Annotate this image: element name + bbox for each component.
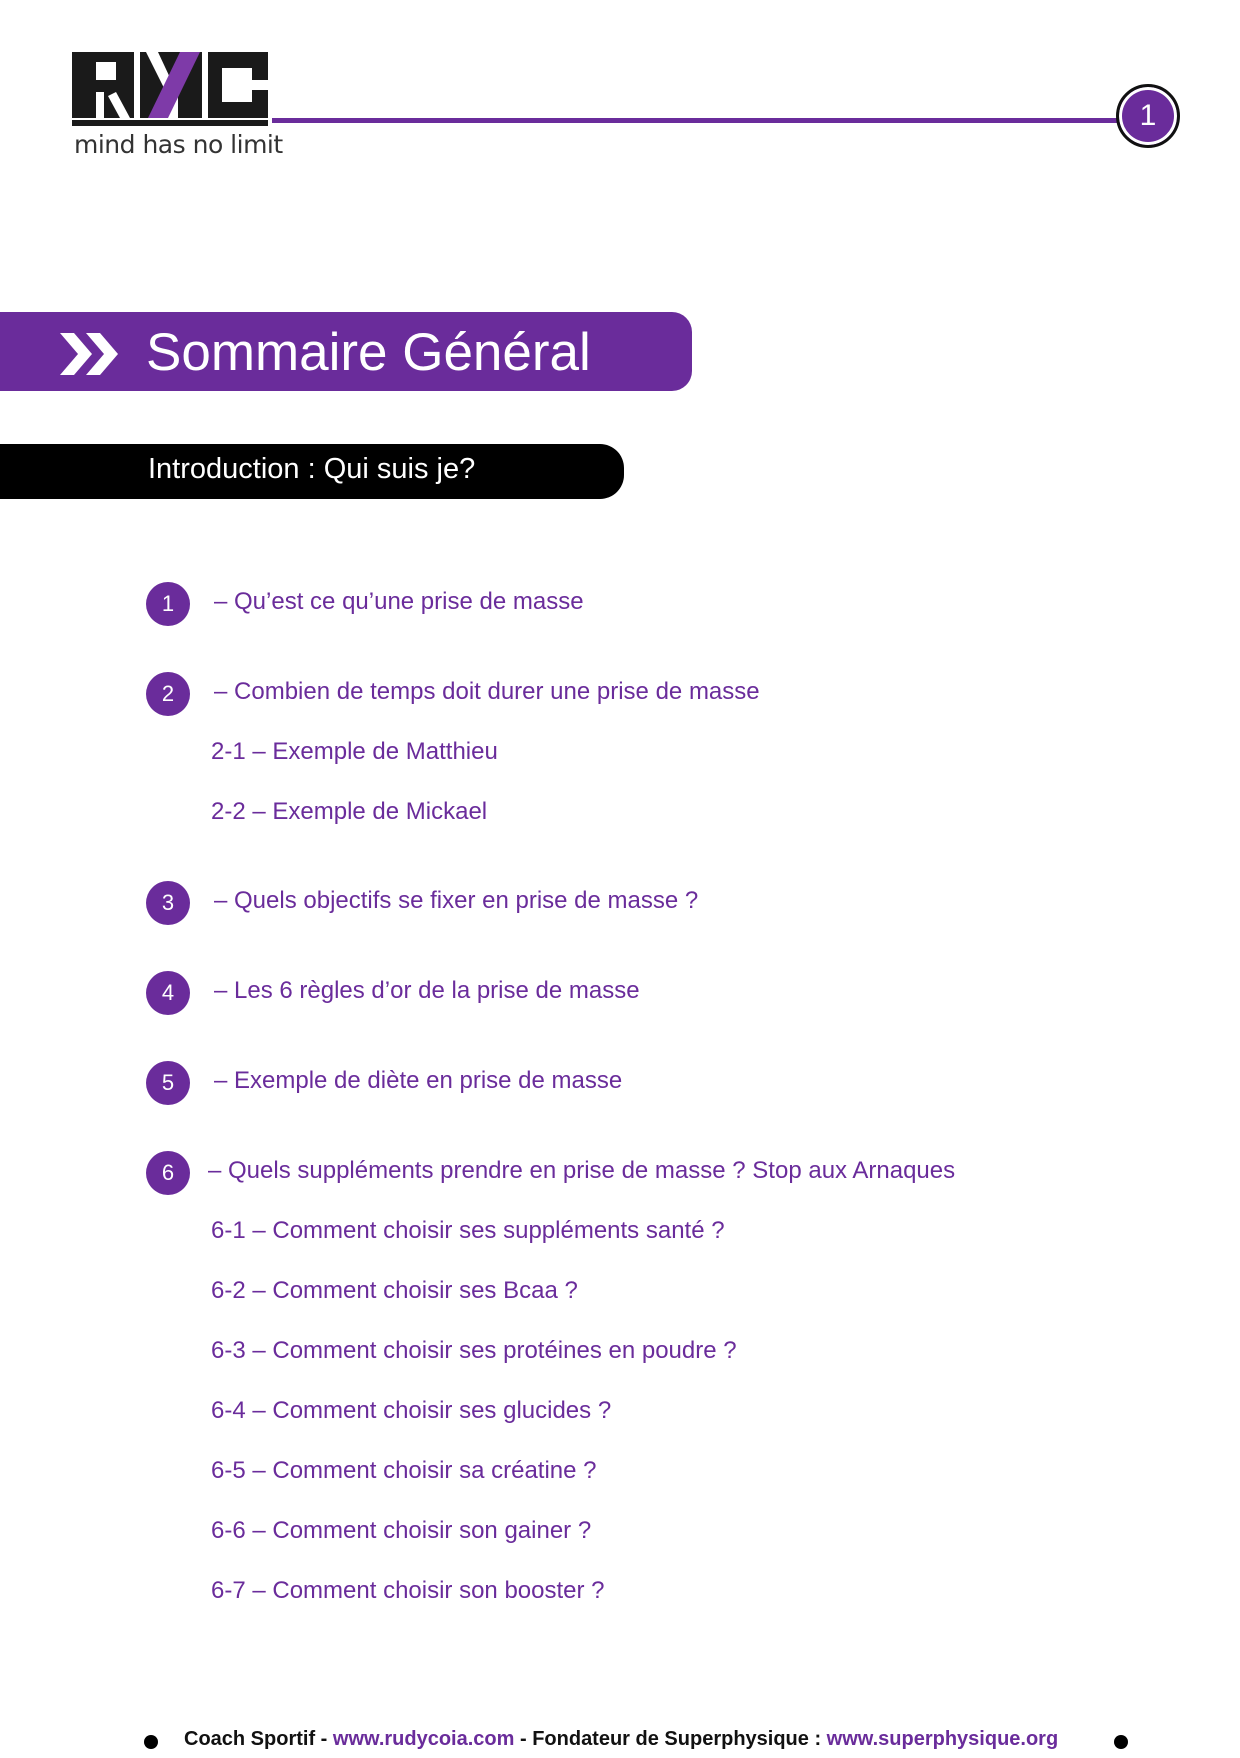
toc-item-label[interactable]: – Les 6 règles d’or de la prise de masse (214, 977, 640, 1004)
intro-banner (0, 444, 624, 499)
toc-subitem-6-2[interactable]: 6-2 – Comment choisir ses Bcaa ? (211, 1277, 578, 1304)
toc-number-badge: 6 (146, 1151, 190, 1195)
toc-number-badge: 4 (146, 971, 190, 1015)
bullet-dot-icon (1114, 1735, 1128, 1749)
toc-subitem-6-4[interactable]: 6-4 – Comment choisir ses glucides ? (211, 1397, 612, 1424)
logo-letters-graphic (72, 52, 268, 126)
toc-item-label[interactable]: – Quels objectifs se fixer en prise de masse ? (214, 887, 699, 914)
toc-subitem-6-6[interactable]: 6-6 – Comment choisir son gainer ? (211, 1517, 592, 1544)
footer-founder-label: - Fondateur de Superphysique : (514, 1728, 827, 1750)
double-chevron-right-icon (60, 333, 124, 375)
header-rule (272, 118, 1120, 123)
toc-subitem-6-7[interactable]: 6-7 – Comment choisir son booster ? (211, 1577, 605, 1604)
superphysique-link[interactable]: www.superphysique.org (826, 1728, 1059, 1750)
logo-tagline: mind has no limit (74, 130, 283, 159)
toc-subitem-6-5[interactable]: 6-5 – Comment choisir sa créatine ? (211, 1457, 597, 1484)
toc-number-badge: 2 (146, 672, 190, 716)
footer-text (184, 1728, 1058, 1751)
bullet-dot-icon (144, 1735, 158, 1749)
page-title: Sommaire Général (146, 323, 591, 382)
toc-subitem-6-1[interactable]: 6-1 – Comment choisir ses suppléments santé ? (211, 1217, 725, 1244)
rudycoia-link[interactable]: www.rudycoia.com (332, 1728, 515, 1750)
page-number-badge: 1 (1116, 84, 1180, 148)
toc-number-badge: 5 (146, 1061, 190, 1105)
toc-number-badge: 3 (146, 881, 190, 925)
toc-item-label[interactable]: – Combien de temps doit durer une prise de masse (214, 678, 760, 705)
toc-subitem-2-2[interactable]: 2-2 – Exemple de Mickael (211, 798, 488, 825)
toc-item-label[interactable]: – Exemple de diète en prise de masse (214, 1067, 623, 1094)
toc-item-label[interactable]: – Quels suppléments prendre en prise de masse ? Stop aux Arnaques (208, 1157, 956, 1184)
toc-subitem-2-1[interactable]: 2-1 – Exemple de Matthieu (211, 738, 498, 765)
toc-item-label[interactable]: – Qu’est ce qu’une prise de masse (214, 588, 584, 615)
logo (72, 52, 283, 164)
toc-subitem-6-3[interactable]: 6-3 – Comment choisir ses protéines en poudre ? (211, 1337, 737, 1364)
title-banner (0, 312, 692, 391)
toc-number-badge: 1 (146, 582, 190, 626)
footer-coach-label: Coach Sportif - (184, 1728, 333, 1750)
intro-heading: Introduction : Qui suis je? (148, 453, 476, 485)
